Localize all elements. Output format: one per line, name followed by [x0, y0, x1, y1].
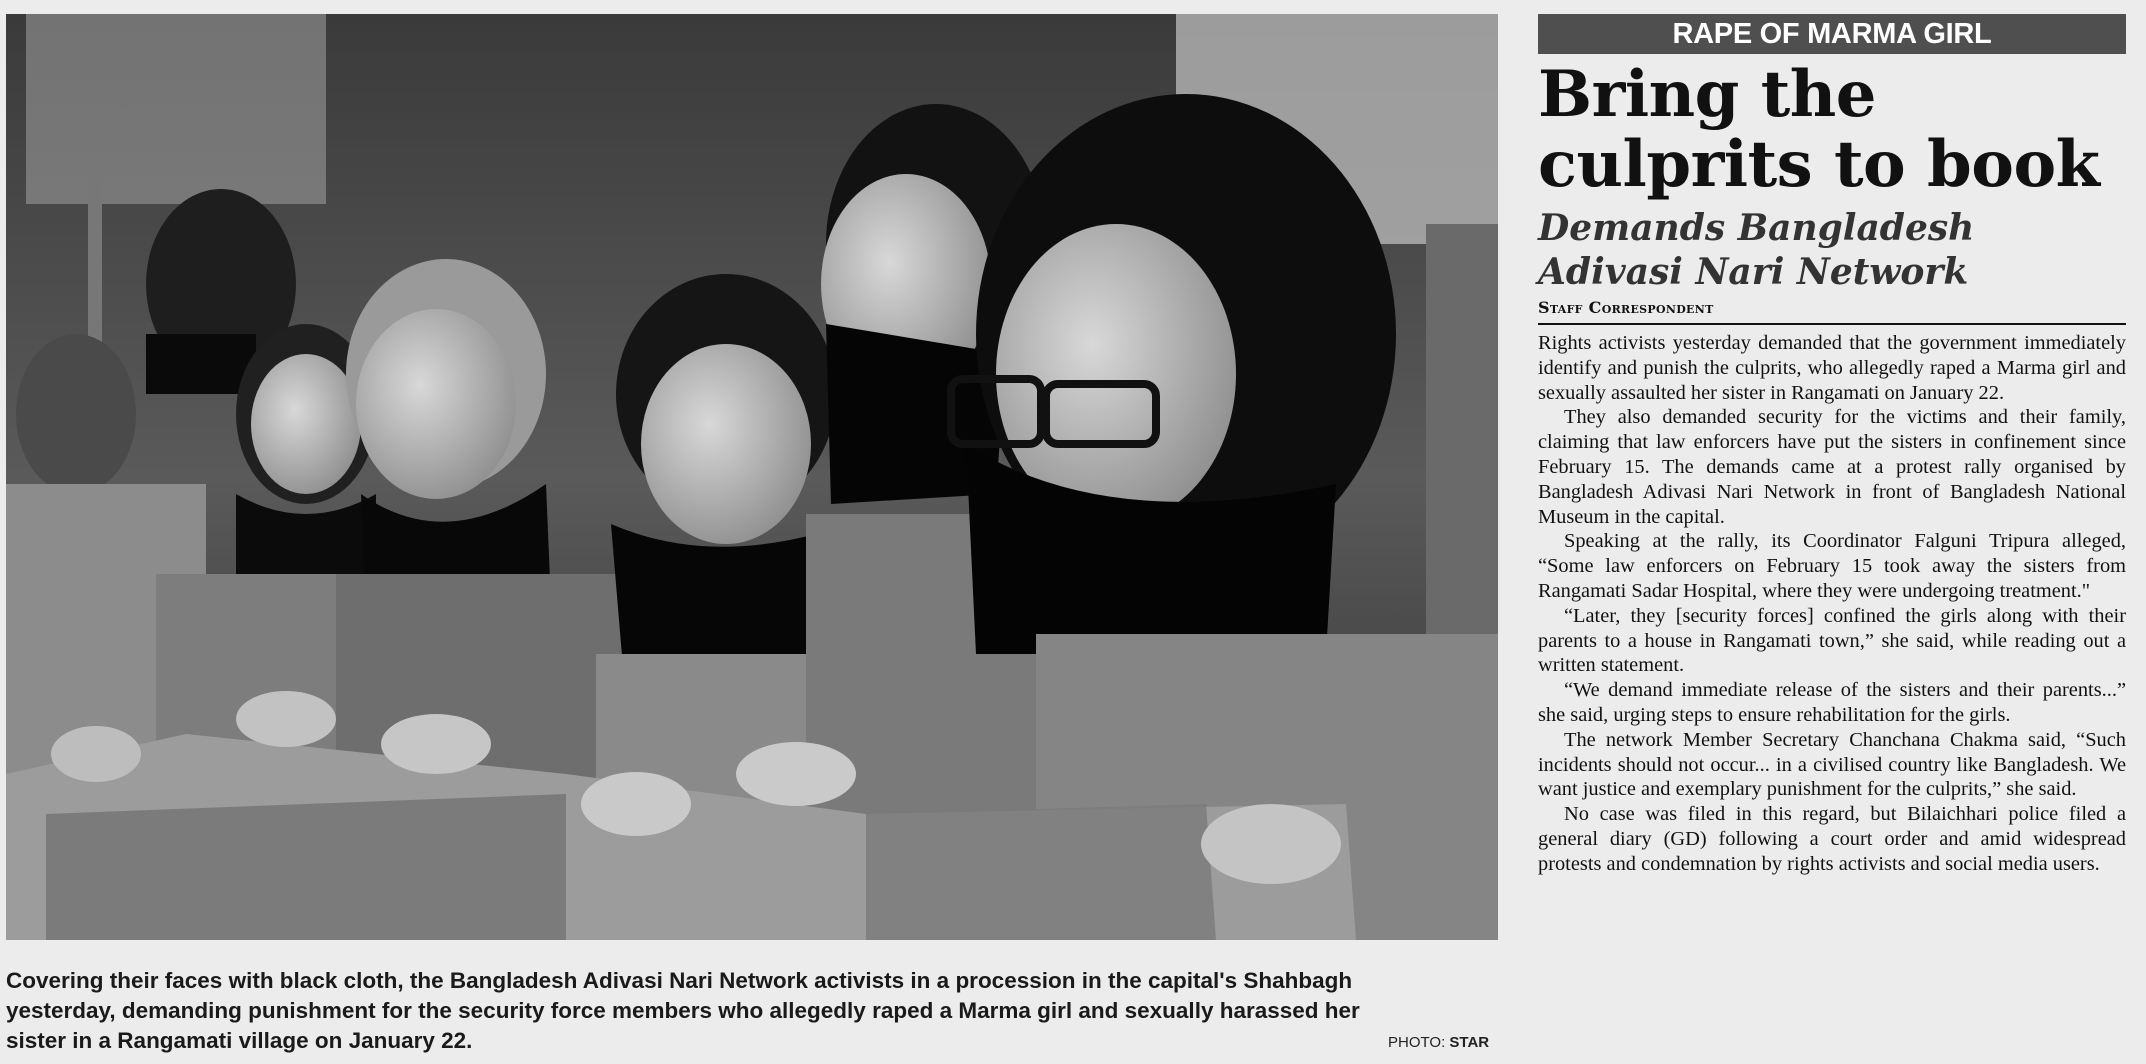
- article-byline: Staff Correspondent: [1538, 298, 2126, 325]
- photo-caption: Covering their faces with black cloth, the Bangladesh Adivasi Nari Network activists in a procession in the capital's Shahbagh yesterday, demanding punishment for the security force members who allegedly raped a Marma girl and sexually harassed her sister in a Rangamati village on January 22.: [6, 968, 1360, 1053]
- article-paragraph: “We demand immediate release of the sisters and their parents...” she said, urging steps to ensure rehabilitation for the girls.: [1538, 679, 2126, 726]
- article-paragraph: The network Member Secretary Chanchana Chakma said, “Such incidents should not occur... in a civilised country like Bangladesh. We want justice and exemplary punishment for the culprits,” she said.: [1538, 728, 2126, 801]
- news-photo: [6, 14, 1498, 940]
- article-column: [1538, 14, 2126, 1060]
- photo-credit-label: PHOTO:: [1388, 1034, 1446, 1051]
- article-paragraph: They also demanded security for the victims and their family, claiming that law enforcers have put the sisters in confinement since February 15. The demands came at a protest rally organised by Bangladesh Adivasi Nari Network in front of Bangladesh National Museum in the capital.: [1538, 406, 2126, 528]
- article-kicker: RAPE OF MARMA GIRL: [1538, 14, 2126, 54]
- article-subhead: Demands Bangladesh Adivasi Nari Network: [1538, 207, 1975, 293]
- photo-credit: [1388, 1034, 1500, 1051]
- article-body: [1538, 331, 2126, 877]
- article-paragraph: Speaking at the rally, its Coordinator Falguni Tripura alleged, “Some law enforcers on February 15 took away the sisters from Rangamati Sadar Hospital, where they were undergoing treatment.": [1538, 530, 2126, 602]
- article-paragraph: No case was filed in this regard, but Bilaichhari police filed a general diary (GD) following a court order and amid widespread protests and condemnation by rights activists and social media users.: [1538, 803, 2126, 875]
- article-paragraph: Rights activists yesterday demanded that the government immediately identify and punish the culprits, who allegedly raped a Marma girl and sexually assaulted her sister in Rangamati on January 22.: [1538, 332, 2126, 404]
- article-headline: Bring the culprits to book: [1538, 57, 2100, 202]
- article-paragraph: “Later, they [security forces] confined the girls along with their parents to a house in Rangamati town,” she said, while reading out a written statement.: [1538, 604, 2126, 677]
- photo-credit-source: STAR: [1449, 1034, 1490, 1051]
